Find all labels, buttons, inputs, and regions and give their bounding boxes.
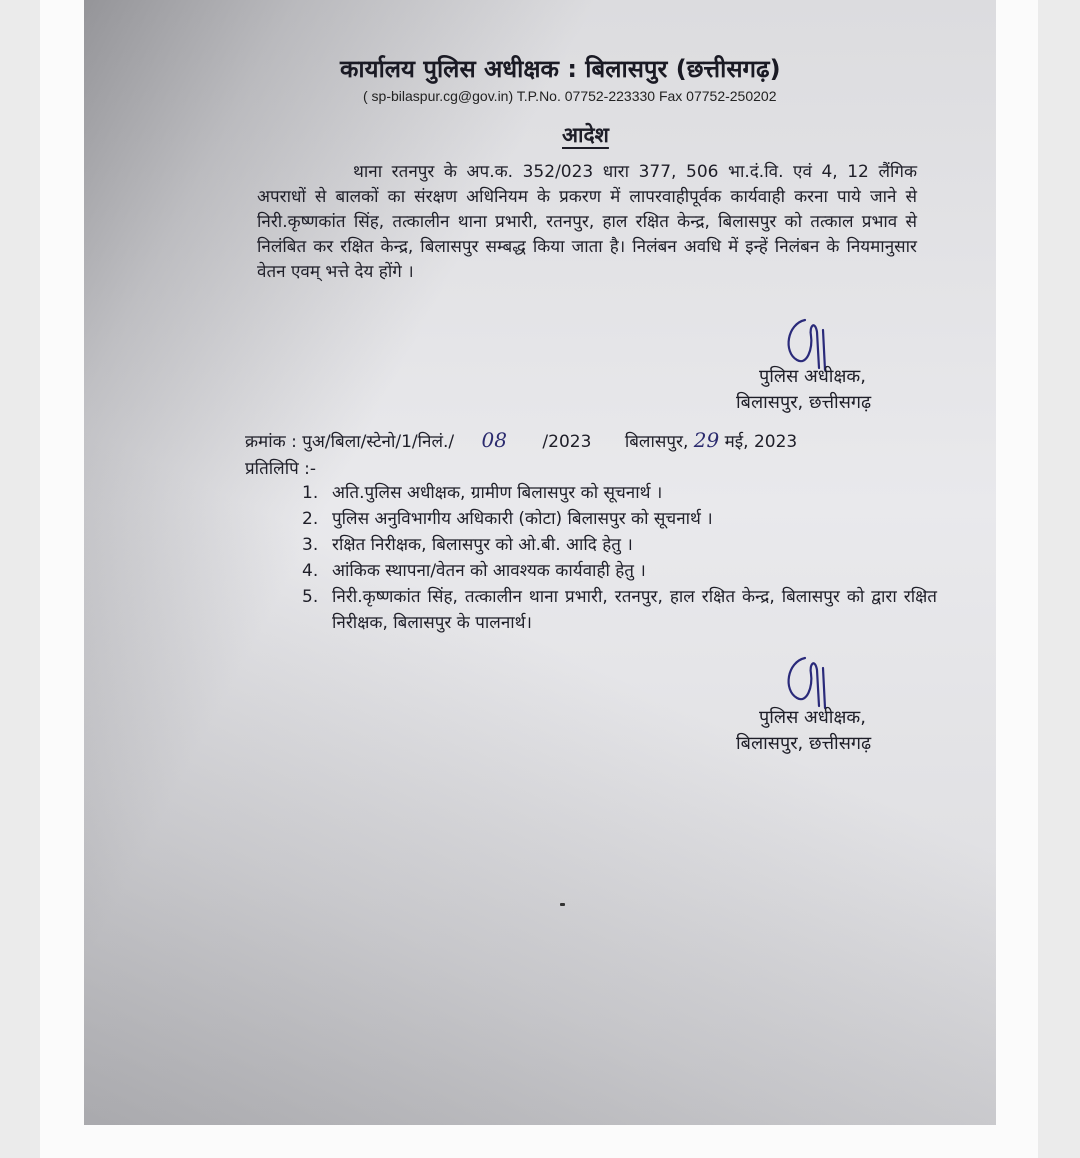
office-title: कार्यालय पुलिस अधीक्षक : बिलासपुर (छत्तीसगढ़) [340,55,781,83]
copy-list [302,480,937,636]
signature-place-1: बिलासपुर, छत्तीसगढ़ [736,392,872,413]
list-item: 2. पुलिस अनुविभागीय अधिकारी (कोटा) बिलासपुर को सूचनार्थ । [302,509,713,529]
list-item: 1. अति.पुलिस अधीक्षक, ग्रामीण बिलासपुर को सूचनार्थ । [302,483,663,503]
copy-heading: प्रतिलिपि :- [245,459,317,479]
reference-date: मई, 2023 [724,432,798,452]
page-speck [560,903,565,906]
signature-place-2: बिलासपुर, छत्तीसगढ़ [736,733,872,754]
reference-year: /2023 [542,432,592,452]
reference-place: बिलासपुर, [624,432,689,452]
reference-prefix: क्रमांक : पुअ/बिला/स्टेनो/1/निलं./ [245,432,455,452]
list-item: 3. रक्षित निरीक्षक, बिलासपुर को ओ.बी. आदि हेतु । [302,535,633,555]
document-photo [84,0,996,1125]
list-item: 4. आंकिक स्थापना/वेतन को आवश्यक कार्यवाही हेतु । [302,561,646,581]
reference-line [245,428,797,452]
order-heading: आदेश [562,123,609,147]
office-contact: ( sp-bilaspur.cg@gov.in) T.P.No. 07752-223330 Fax 07752-250202 [363,88,777,104]
list-item: 5. निरी.कृष्णकांत सिंह, तत्कालीन थाना प्रभारी, रतनपुर, हाल रक्षित केन्द्र, बिलासपुर को द्वारा रक्षित निरीक्षक, बिलासपुर के पालनार्थ। [302,587,937,633]
handwritten-day: 29 [693,428,720,452]
handwritten-number: 08 [481,428,507,452]
signature-designation-2: पुलिस अधीक्षक, [759,707,866,728]
order-body: थाना रतनपुर के अप.क. 352/023 धारा 377, 506 भा.दं.वि. एवं 4, 12 लैंगिक अपराधों से बालकों का संरक्षण अधिनियम के प्रकरण में लापरवाहीपूर्वक कार्यवाही करना पाये जाने से निरी.कृष्णकांत सिंह, तत्कालीन थाना प्रभारी, रतनपुर, हाल रक्षित केन्द्र, बिलासपुर को तत्काल प्रभाव से निलंबित कर रक्षित केन्द्र, बिलासपुर सम्बद्ध किया जाता है। निलंबन अवधि में इन्हें निलंबन के नियमानुसार वेतन एवम् भत्ते देय होंगे । [257,162,917,282]
signature-designation-1: पुलिस अधीक्षक, [759,366,866,387]
